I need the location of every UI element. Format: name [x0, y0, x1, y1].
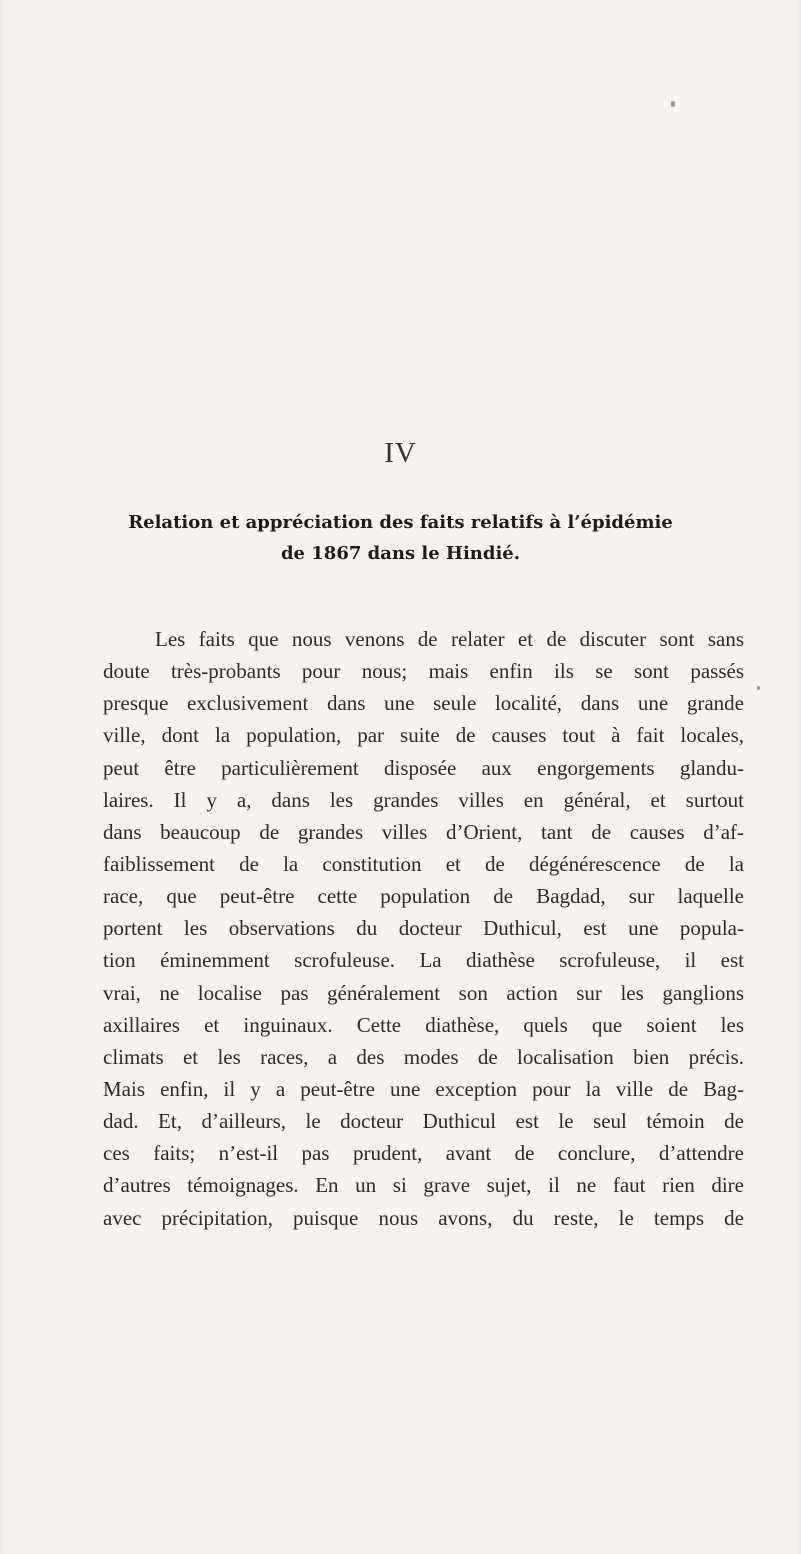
text-line: doute très-probants pour nous; mais enfin ils se sont passés	[103, 659, 744, 684]
chapter-title-line-2: de 1867 dans le Hindié.	[280, 543, 521, 564]
text-line: vrai, ne localise pas généralement son action sur les ganglions	[103, 980, 744, 1005]
text-line: dans beaucoup de grandes villes d’Orient, tant de causes d’af-	[103, 819, 744, 844]
text-line: presque exclusivement dans une seule localité, dans une grande	[103, 691, 744, 716]
text-line: ces faits; n’est-il pas prudent, avant de conclure, d’attendre	[103, 1141, 744, 1166]
paper-speck	[757, 686, 760, 690]
chapter-title	[40, 507, 761, 569]
text-line: laires. Il y a, dans les grandes villes en général, et surtout	[103, 787, 744, 812]
paper-speck	[671, 101, 675, 107]
text-line: dad. Et, d’ailleurs, le docteur Duthicul est le seul témoin de	[103, 1109, 744, 1134]
chapter-number: IV	[384, 437, 417, 469]
text-line: portent les observations du docteur Duthicul, est une popula-	[103, 916, 744, 941]
text-line: climats et les races, a des modes de localisation bien précis.	[103, 1044, 744, 1069]
chapter-title-line-1: Relation et appréciation des faits relatifs à l’épidémie	[128, 512, 673, 533]
text-line: Mais enfin, il y a peut-être une exception pour la ville de Bag-	[103, 1076, 744, 1101]
text-line: avec précipitation, puisque nous avons, du reste, le temps de	[103, 1205, 744, 1230]
text-line: race, que peut-être cette population de Bagdad, sur laquelle	[103, 884, 744, 909]
text-line: peut être particulièrement disposée aux engorgements glandu-	[103, 755, 744, 780]
text-line: Les faits que nous venons de relater et de discuter sont sans	[155, 627, 744, 651]
body-paragraph	[103, 623, 744, 1234]
text-line: tion éminemment scrofuleuse. La diathèse scrofuleuse, il est	[103, 948, 744, 973]
text-line: ville, dont la population, par suite de causes tout à fait locales,	[103, 723, 744, 748]
text-line: faiblissement de la constitution et de dégénérescence de la	[103, 851, 744, 876]
text-line: axillaires et inguinaux. Cette diathèse, quels que soient les	[103, 1012, 744, 1037]
text-line: d’autres témoignages. En un si grave sujet, il ne faut rien dire	[103, 1173, 744, 1198]
